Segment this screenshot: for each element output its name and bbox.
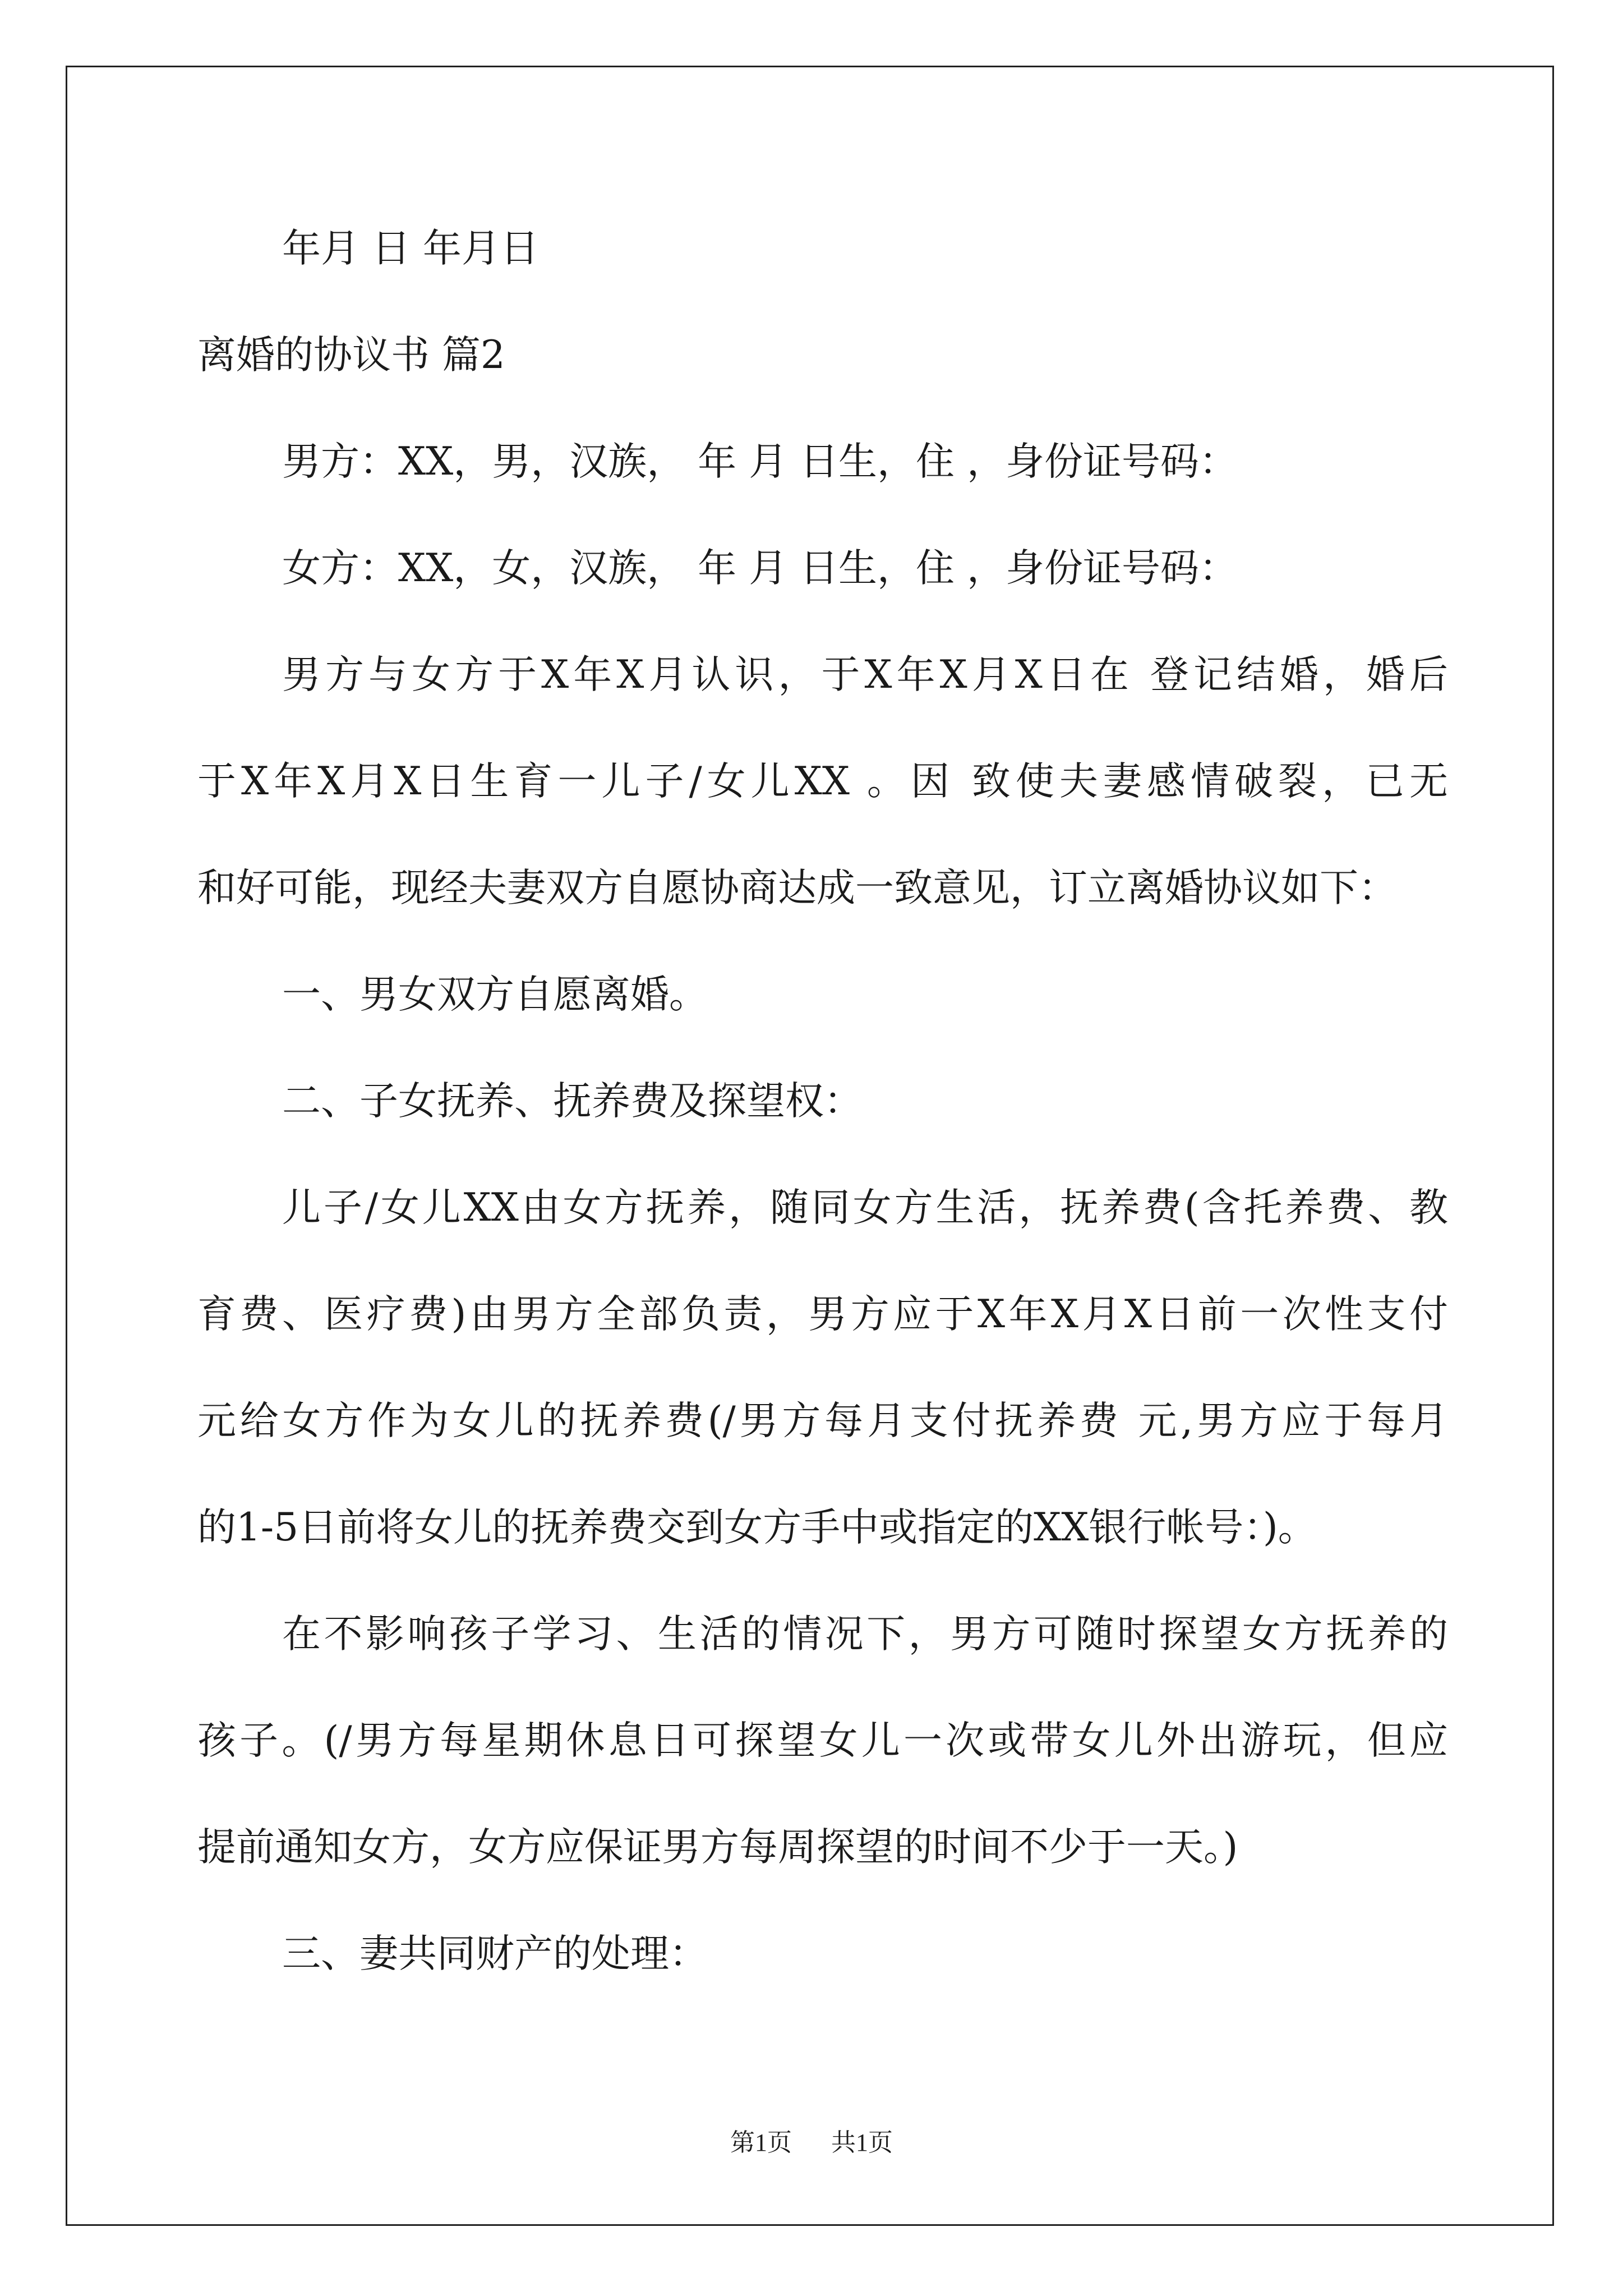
page-footer — [0, 2126, 1623, 2160]
clause-three-paragraph — [197, 1901, 1448, 2007]
husband-info-paragraph — [197, 408, 1448, 515]
text-line: 年月 日 年月日 — [282, 226, 539, 271]
page-number: 第1页 — [730, 2129, 792, 2156]
text-line: 孩子。(/男方每星期休息日可探望女儿一次或带女儿外出游玩，但应 — [197, 1718, 1448, 1763]
text-line: 男方：XX，男，汉族， 年 月 日生，住 ，身份证号码： — [282, 439, 1238, 484]
text-line: 育费、医疗费)由男方全部负责，男方应于X年X月X日前一次性支付 — [197, 1292, 1448, 1337]
heading-text: 离婚的协议书 篇2 — [197, 333, 505, 378]
text-line: 男方与女方于X年X月认识，于X年X月X日在 登记结婚，婚后 — [282, 652, 1448, 697]
text-line: 元给女方作为女儿的抚养费(/男方每月支付抚养费 元,男方应于每月 — [197, 1398, 1448, 1443]
text-line: 提前通知女方，女方应保证男方每周探望的时间不少于一天。) — [197, 1825, 1238, 1870]
text-line: 三、妻共同财产的处理： — [282, 1931, 708, 1976]
text-line: 女方：XX，女，汉族， 年 月 日生，住 ，身份证号码： — [282, 546, 1238, 591]
text-line: 的1-5日前将女儿的抚养费交到女方手中或指定的XX银行帐号：)。 — [197, 1505, 1317, 1550]
text-line: 二、子女抚养、抚养费及探望权： — [282, 1079, 863, 1124]
visitation-paragraph — [197, 1581, 1448, 1901]
text-line: 儿子/女儿XX由女方抚养，随同女方生活，抚养费(含托养费、教 — [282, 1185, 1448, 1230]
text-line: 在不影响孩子学习、生活的情况下，男方可随时探望女方抚养的 — [282, 1612, 1448, 1657]
date-paragraph — [197, 195, 1448, 302]
text-line: 一、男女双方自愿离婚。 — [282, 972, 708, 1017]
custody-paragraph — [197, 1154, 1448, 1581]
wife-info-paragraph — [197, 515, 1448, 622]
page-total: 共1页 — [831, 2129, 893, 2156]
document-heading — [197, 302, 1448, 408]
background-paragraph — [197, 622, 1448, 941]
text-line: 于X年X月X日生育一儿子/女儿XX 。因 致使夫妻感情破裂，已无 — [197, 759, 1448, 804]
document-body — [197, 195, 1448, 2007]
text-line: 和好可能，现经夫妻双方自愿协商达成一致意见，订立离婚协议如下： — [197, 866, 1397, 910]
clause-one-paragraph — [197, 941, 1448, 1048]
clause-two-paragraph — [197, 1048, 1448, 1154]
